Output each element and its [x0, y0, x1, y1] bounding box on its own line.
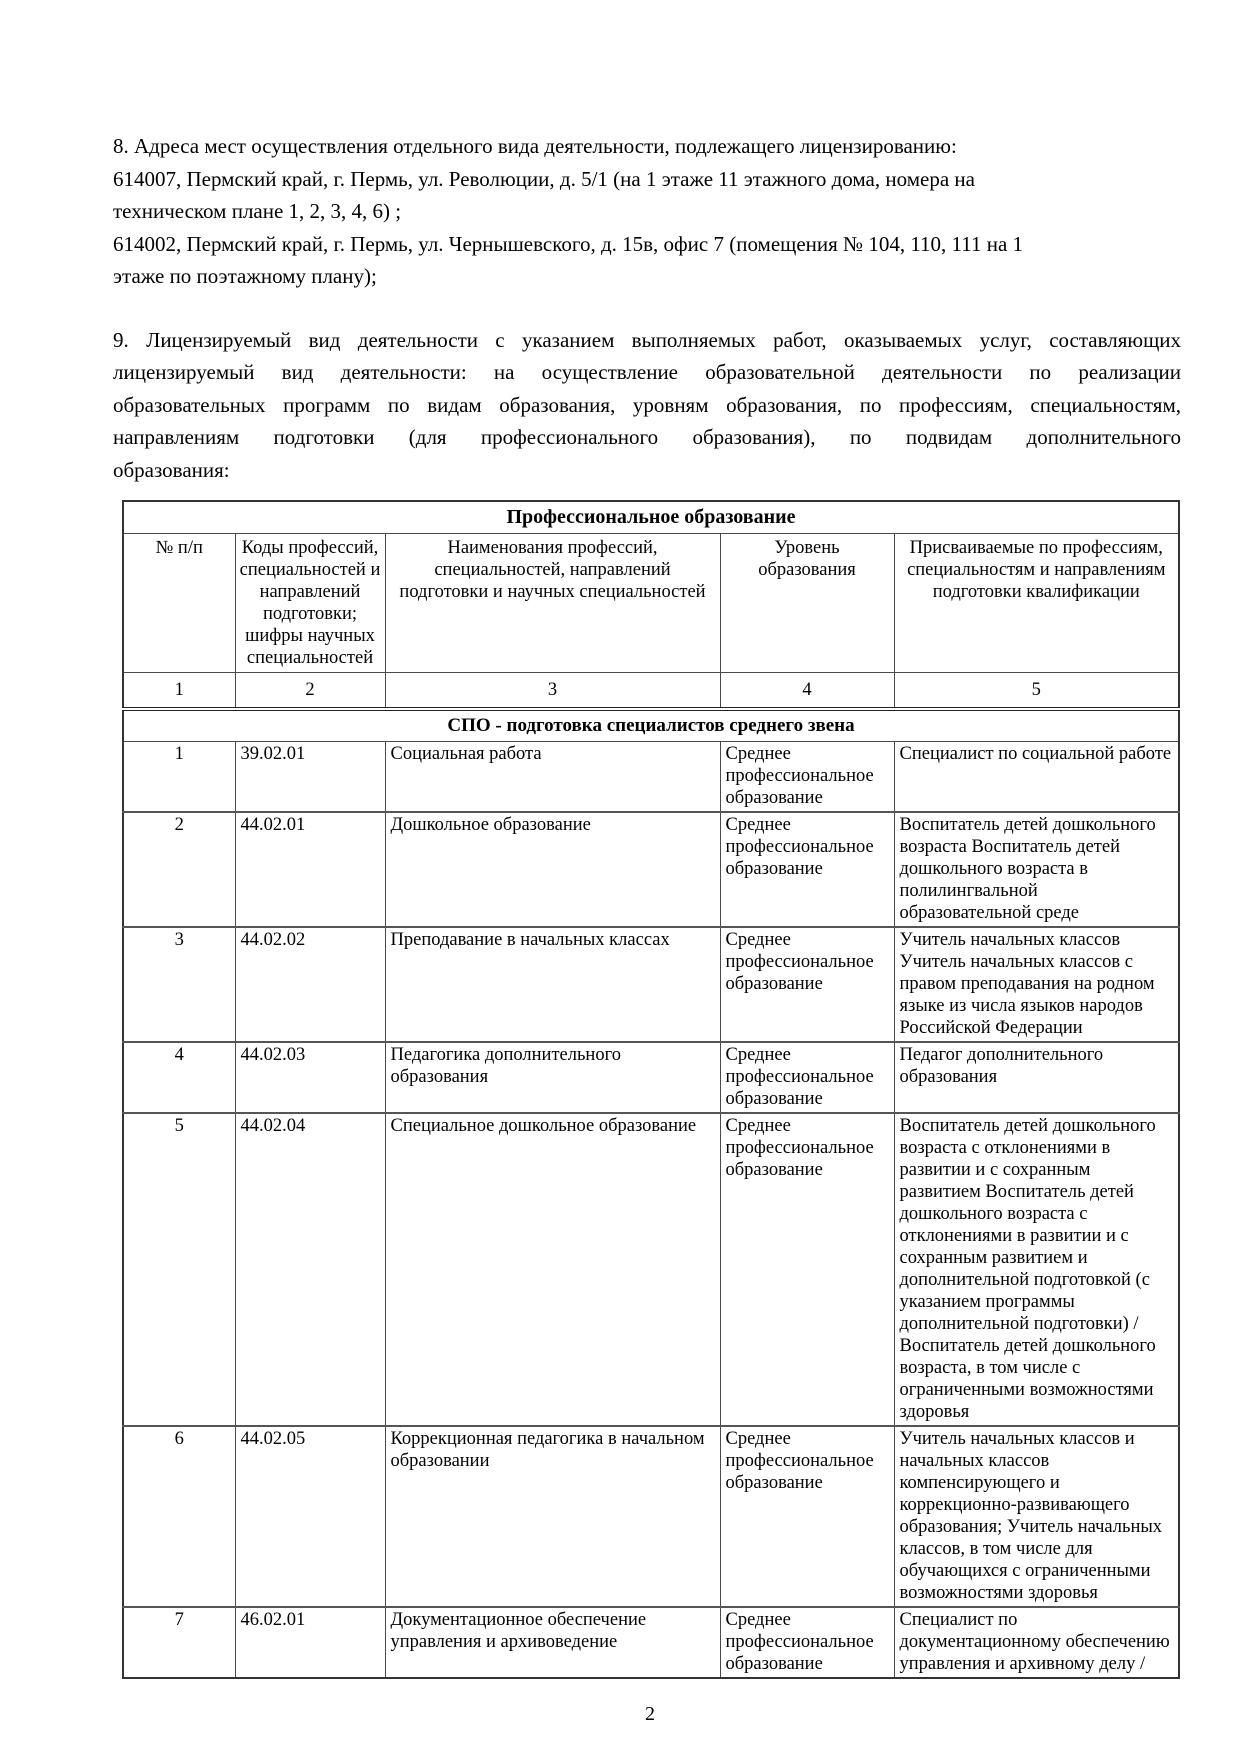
table-cell: Специальное дошкольное образование	[385, 1113, 720, 1426]
table-cell: Среднее профессиональное образование	[720, 1113, 894, 1426]
text-line: 614002, Пермский край, г. Пермь, ул. Чернышевского, д. 15в, офис 7 (помещения № 104, 110, 111 на 1	[113, 231, 1024, 256]
table-cell: Учитель начальных классов и начальных классов компенсирующего и коррекционно-развивающего образования; Учитель начальных классов, в том числе для обучающихся с ограниченными возможностями здоровья	[894, 1426, 1179, 1607]
column-numbers-row	[123, 673, 1179, 710]
section-8	[113, 130, 1181, 293]
column-number: 1	[123, 673, 235, 710]
table-cell: Преподавание в начальных классах	[385, 927, 720, 1042]
table-cell: Среднее профессиональное образование	[720, 742, 894, 813]
page-number: 2	[645, 1703, 655, 1725]
table-cell: Воспитатель детей дошкольного возраста с отклонениями в развитии и с сохранным развитием Воспитатель детей дошкольного возраста с отклонениями в развитии и с сохранным развитием и дополнительной подготовкой (с указанием программы дополнительной подготовки) / Воспитатель детей дошкольного возраста, в том числе с ограниченными возможностями здоровья	[894, 1113, 1179, 1426]
table-cell: Специалист по социальной работе	[894, 742, 1179, 813]
column-number: 3	[385, 673, 720, 710]
table-row	[123, 1426, 1179, 1607]
text-line: 8. Адреса мест осуществления отдельного вида деятельности, подлежащего лицензированию:	[113, 134, 957, 158]
table-cell: Дошкольное образование	[385, 812, 720, 927]
table-section-row	[123, 709, 1179, 742]
table-cell: Среднее профессиональное образование	[720, 1426, 894, 1607]
column-number: 5	[894, 673, 1179, 710]
text-line: образования:	[113, 457, 230, 482]
table-row	[123, 1042, 1179, 1113]
column-header: Коды профессий, специальностей и направлений подготовки; шифры научных специальностей	[235, 534, 385, 673]
section-9	[113, 324, 1181, 487]
table-title: Профессиональное образование	[123, 501, 1179, 534]
text-line: техническом плане 1, 2, 3, 4, 6) ;	[113, 199, 402, 223]
column-number: 2	[235, 673, 385, 710]
table-row	[123, 1113, 1179, 1426]
table-cell: 5	[123, 1113, 235, 1426]
table-title-row	[123, 501, 1179, 534]
table-row	[123, 812, 1179, 927]
column-header: Уровень образования	[720, 534, 894, 673]
table-cell: Среднее профессиональное образование	[720, 1042, 894, 1113]
table-cell: 4	[123, 1042, 235, 1113]
table-cell: 44.02.02	[235, 927, 385, 1042]
table-cell: 44.02.04	[235, 1113, 385, 1426]
text-line: образовательных программ по видам образования, уровням образования, по профессиям, специальностям,	[113, 392, 1181, 417]
column-number: 4	[720, 673, 894, 710]
professional-education-table	[122, 500, 1180, 1679]
text-line: направлениям подготовки (для профессионального образования), по подвидам дополнительного	[113, 425, 1181, 449]
table-section-header: СПО - подготовка специалистов среднего звена	[123, 709, 1179, 742]
text-line: 9. Лицензируемый вид деятельности с указанием выполняемых работ, оказываемых услуг, составляющих	[113, 327, 1181, 352]
table-row	[123, 927, 1179, 1042]
table-cell: Педагог дополнительного образования	[894, 1042, 1179, 1113]
table-cell: Социальная работа	[385, 742, 720, 813]
table-cell: 44.02.05	[235, 1426, 385, 1607]
table-cell: 2	[123, 812, 235, 927]
table-body	[123, 501, 1179, 1678]
table-cell: 1	[123, 742, 235, 813]
table-cell: Специалист по документационному обеспечению управления и архивному делу /	[894, 1607, 1179, 1678]
table-cell: 39.02.01	[235, 742, 385, 813]
text-line: лицензируемый вид деятельности: на осуществление образовательной деятельности по реализации	[113, 360, 1181, 384]
table-cell: Документационное обеспечение управления и архивоведение	[385, 1607, 720, 1678]
table-row	[123, 1607, 1179, 1678]
table-row	[123, 742, 1179, 813]
table-cell: 6	[123, 1426, 235, 1607]
table-cell: Коррекционная педагогика в начальном образовании	[385, 1426, 720, 1607]
table-cell: 7	[123, 1607, 235, 1678]
table-cell: 46.02.01	[235, 1607, 385, 1678]
text-line: 614007, Пермский край, г. Пермь, ул. Революции, д. 5/1 (на 1 этаже 11 этажного дома, номера на	[113, 166, 975, 191]
table-cell: Среднее профессиональное образование	[720, 812, 894, 927]
column-header: Наименования профессий, специальностей, направлений подготовки и научных специальностей	[385, 534, 720, 673]
table-cell: Педагогика дополнительного образования	[385, 1042, 720, 1113]
table-cell: Среднее профессиональное образование	[720, 1607, 894, 1678]
table-cell: 3	[123, 927, 235, 1042]
column-header: Присваиваемые по профессиям, специальностям и направлениям подготовки квалификации	[894, 534, 1179, 673]
column-header: № п/п	[123, 534, 235, 673]
text-line: этаже по поэтажному плану);	[113, 264, 377, 288]
table-cell: Учитель начальных классов Учитель начальных классов с правом преподавания на родном языке из числа языков народов Российской Федерации	[894, 927, 1179, 1042]
table-cell: Воспитатель детей дошкольного возраста Воспитатель детей дошкольного возраста в полилингвальной образовательной среде	[894, 812, 1179, 927]
table-cell: Среднее профессиональное образование	[720, 927, 894, 1042]
table-cell: 44.02.03	[235, 1042, 385, 1113]
table-header-row	[123, 534, 1179, 673]
table-cell: 44.02.01	[235, 812, 385, 927]
